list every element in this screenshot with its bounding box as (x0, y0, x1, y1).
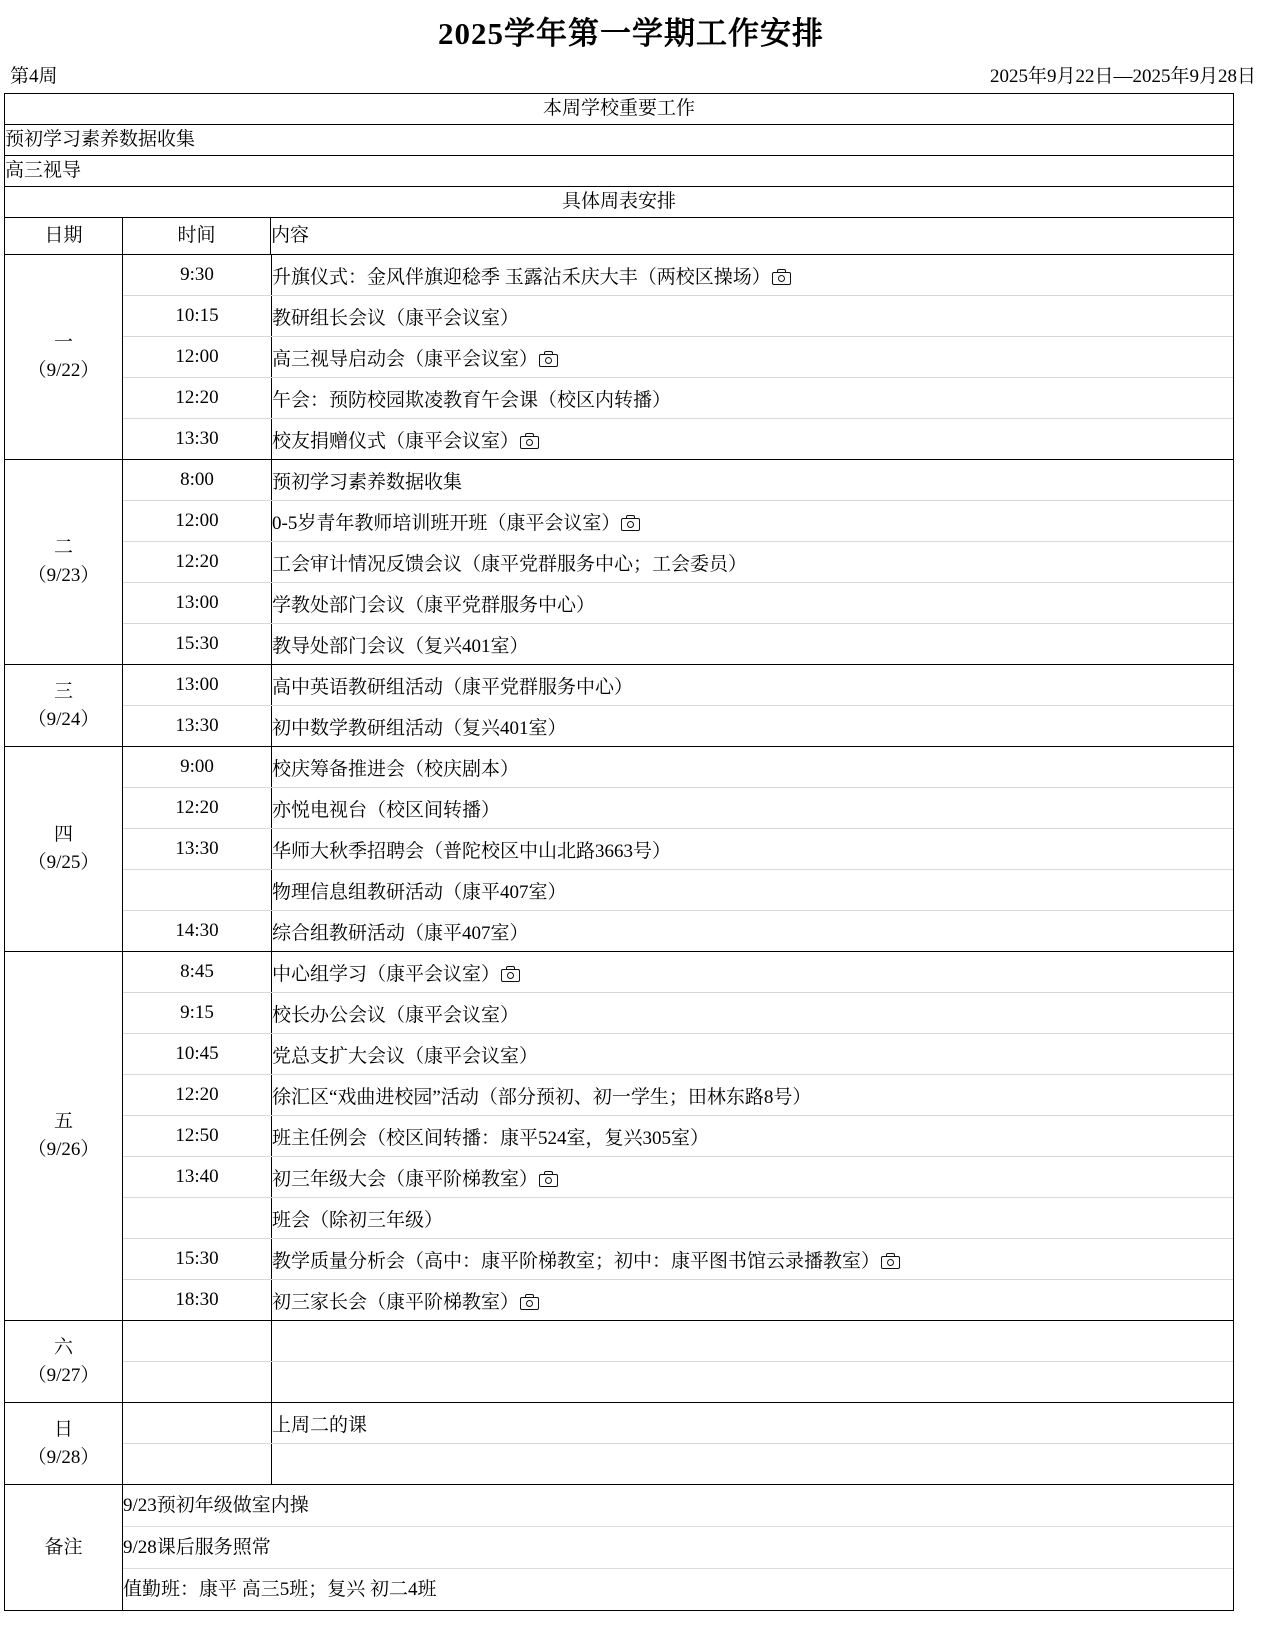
event-content: 上周二的课 (272, 1403, 1234, 1444)
weekday-date: （9/25） (27, 852, 100, 873)
event-content: 校庆筹备推进会（校庆剧本） (272, 747, 1234, 788)
page-title: 2025学年第一学期工作安排 (438, 16, 824, 51)
event-content: 党总支扩大会议（康平会议室） (272, 1034, 1234, 1075)
important-work-item: 预初学习素养数据收集 (5, 125, 1234, 156)
event-content (272, 501, 1234, 542)
weekday-date: （9/28） (27, 1446, 100, 1468)
day-label-fri (5, 952, 123, 1321)
event-time: 10:15 (123, 296, 272, 337)
column-header-time: 时间 (123, 218, 271, 255)
day-events-sun (123, 1403, 1234, 1485)
event-time: 12:20 (123, 1075, 272, 1116)
event-time: 12:20 (123, 378, 272, 419)
event-time (123, 1444, 272, 1485)
event-time: 13:00 (123, 583, 272, 624)
event-row (123, 624, 1233, 665)
events-table (123, 255, 1233, 459)
day-row-tue (5, 460, 1234, 665)
event-content (272, 255, 1234, 296)
events-table (123, 460, 1233, 664)
day-row-sun (5, 1403, 1234, 1485)
event-time: 13:40 (123, 1157, 272, 1198)
remarks-row (5, 1485, 1234, 1611)
weekday-text: 日 (53, 1418, 73, 1440)
event-text: 初三家长会（康平阶梯教室） (272, 1291, 520, 1313)
schedule-table (4, 93, 1234, 1611)
event-text: 0-5岁青年教师培训班开班（康平会议室） (272, 512, 621, 534)
event-row (123, 542, 1233, 583)
events-table (123, 952, 1233, 1320)
remarks-content (123, 1485, 1234, 1611)
day-row-fri (5, 952, 1234, 1321)
events-table (123, 1403, 1233, 1484)
event-row (123, 501, 1233, 542)
event-content (272, 1157, 1234, 1198)
day-label-mon (5, 255, 123, 460)
camera-icon (520, 433, 539, 449)
event-time: 9:15 (123, 993, 272, 1034)
event-row (123, 1239, 1233, 1280)
schedule-header-row (5, 187, 1234, 218)
day-row-mon (5, 255, 1234, 460)
column-header-date: 日期 (5, 218, 123, 255)
event-time (123, 1198, 272, 1239)
event-time: 12:20 (123, 788, 272, 829)
important-item-row (5, 156, 1234, 187)
weekday-date: （9/24） (27, 708, 100, 730)
weekday-text: 一 (53, 332, 73, 354)
event-row (123, 788, 1233, 829)
event-text: 初三年级大会（康平阶梯教室） (272, 1168, 539, 1190)
event-row (123, 337, 1233, 378)
day-row-thu (5, 747, 1234, 952)
event-text: 校友捐赠仪式（康平会议室） (272, 430, 520, 452)
weekday-text: 二 (53, 537, 73, 559)
event-row (123, 1075, 1233, 1116)
event-row (123, 419, 1233, 460)
event-content: 高中英语教研组活动（康平党群服务中心） (272, 665, 1234, 706)
event-time: 12:50 (123, 1116, 272, 1157)
event-row (123, 1403, 1233, 1444)
camera-icon (520, 1294, 539, 1310)
event-time: 14:30 (123, 911, 272, 952)
event-time: 8:00 (123, 460, 272, 501)
weekday-date: （9/22） (27, 360, 100, 381)
event-content (272, 1239, 1234, 1280)
event-time: 15:30 (123, 624, 272, 665)
event-content: 教研组长会议（康平会议室） (272, 296, 1234, 337)
event-content: 综合组教研活动（康平407室） (272, 922, 529, 944)
weekday-text: 六 (53, 1336, 73, 1358)
weekday-date: （9/23） (27, 565, 100, 586)
remarks-label: 备注 (5, 1485, 123, 1611)
event-time: 9:30 (123, 255, 272, 296)
events-table (123, 747, 1233, 951)
event-content (272, 1280, 1234, 1321)
schedule-header: 具体周表安排 (5, 187, 1234, 218)
table-body (5, 94, 1234, 1611)
event-content: 亦悦电视台（校区间转播） (272, 788, 1234, 829)
event-time (123, 1321, 272, 1362)
event-row (123, 583, 1233, 624)
important-header-row (5, 94, 1234, 125)
event-content (272, 1321, 1234, 1362)
event-time: 13:00 (123, 665, 272, 706)
day-row-sat (5, 1321, 1234, 1403)
event-row (123, 993, 1233, 1034)
event-row (123, 1157, 1233, 1198)
column-header-content: 内容 (271, 218, 1234, 255)
events-table (123, 665, 1233, 746)
subheader (4, 61, 1258, 93)
important-work-header: 本周学校重要工作 (5, 94, 1234, 125)
day-events-mon (123, 255, 1234, 460)
remark-line: 9/28课后服务照常 (123, 1527, 1233, 1569)
remark-line: 9/23预初年级做室内操 (123, 1485, 1233, 1527)
event-content (272, 337, 1234, 378)
events-table (123, 1321, 1233, 1402)
event-content: 校长办公会议（康平会议室） (272, 993, 1234, 1034)
day-label-sat (5, 1321, 123, 1403)
camera-icon (501, 966, 520, 982)
event-text: 升旗仪式：金风伴旗迎稔季 玉露沾禾庆大丰（两校区操场） (272, 266, 771, 288)
event-row (123, 829, 1233, 870)
event-time: 12:00 (123, 337, 272, 378)
event-row (123, 911, 1233, 952)
event-row (123, 460, 1233, 501)
event-time: 12:00 (123, 501, 272, 542)
event-row (123, 870, 1233, 911)
event-content: 班主任例会（校区间转播：康平524室，复兴305室） (272, 1116, 1234, 1157)
weekday-text: 五 (53, 1111, 73, 1133)
event-row (123, 255, 1233, 296)
event-time: 15:30 (123, 1239, 272, 1280)
day-events-fri (123, 952, 1234, 1321)
event-time (123, 1362, 272, 1403)
event-content: 徐汇区“戏曲进校园”活动（部分预初、初一学生；田林东路8号） (272, 1075, 1234, 1116)
event-row (123, 952, 1233, 993)
event-content (272, 1444, 1234, 1485)
event-content: 学教处部门会议（康平党群服务中心） (272, 583, 1234, 624)
event-time: 13:30 (123, 706, 272, 747)
weekday-text: 四 (53, 824, 73, 846)
event-content (272, 952, 1234, 993)
event-text: 教学质量分析会（高中：康平阶梯教室；初中：康平图书馆云录播教室） (272, 1250, 881, 1272)
event-time: 10:45 (123, 1034, 272, 1075)
important-item-row (5, 125, 1234, 156)
event-text: 中心组学习（康平会议室） (272, 963, 501, 985)
camera-icon (621, 515, 640, 531)
event-time: 8:45 (123, 952, 272, 993)
day-label-sun (5, 1403, 123, 1485)
event-content: 教导处部门会议（复兴401室） (272, 635, 529, 657)
camera-icon (539, 1171, 558, 1187)
column-header-row (5, 218, 1234, 255)
event-content (272, 1362, 1234, 1403)
week-label: 第4周 (10, 66, 58, 87)
event-content: 初中数学教研组活动（复兴401室） (272, 717, 567, 739)
event-row (123, 1116, 1233, 1157)
day-events-wed (123, 665, 1234, 747)
day-events-thu (123, 747, 1234, 952)
event-row (123, 665, 1233, 706)
weekday-date: （9/26） (27, 1139, 100, 1160)
weekday-text: 三 (53, 680, 73, 702)
event-row (123, 1198, 1233, 1239)
event-content: 午会：预防校园欺凌教育午会课（校区内转播） (272, 378, 1234, 419)
event-content: 班会（除初三年级） (272, 1198, 1234, 1239)
event-row (123, 1034, 1233, 1075)
event-time (123, 870, 272, 911)
event-time: 18:30 (123, 1280, 272, 1321)
event-time: 9:00 (123, 747, 272, 788)
event-content: 物理信息组教研活动（康平407室） (272, 870, 1234, 911)
event-time: 12:20 (123, 542, 272, 583)
event-text: 高三视导启动会（康平会议室） (272, 348, 539, 370)
camera-icon (539, 351, 558, 367)
day-events-sat (123, 1321, 1234, 1403)
camera-icon (772, 269, 791, 285)
important-work-item: 高三视导 (5, 156, 1234, 187)
event-row (123, 1321, 1233, 1362)
event-time: 13:30 (123, 829, 272, 870)
event-row (123, 706, 1233, 747)
event-content: 华师大秋季招聘会（普陀校区中山北路3663号） (272, 829, 1234, 870)
day-events-tue (123, 460, 1234, 665)
event-content (272, 419, 1234, 460)
weekday-date: （9/27） (27, 1364, 100, 1386)
event-time: 13:30 (123, 419, 272, 460)
day-row-wed (5, 665, 1234, 747)
day-label-wed (5, 665, 123, 747)
event-content: 预初学习素养数据收集 (272, 460, 1234, 501)
event-time (123, 1403, 272, 1444)
event-row (123, 1444, 1233, 1485)
camera-icon (881, 1253, 900, 1269)
event-content: 工会审计情况反馈会议（康平党群服务中心；工会委员） (272, 542, 1234, 583)
event-row (123, 296, 1233, 337)
remark-line: 值勤班：康平 高三5班；复兴 初二4班 (123, 1579, 437, 1600)
day-label-thu (5, 747, 123, 952)
event-row (123, 747, 1233, 788)
event-row (123, 378, 1233, 419)
event-row (123, 1280, 1233, 1321)
day-label-tue (5, 460, 123, 665)
event-row (123, 1362, 1233, 1403)
date-range: 2025年9月22日—2025年9月28日 (989, 66, 1256, 87)
